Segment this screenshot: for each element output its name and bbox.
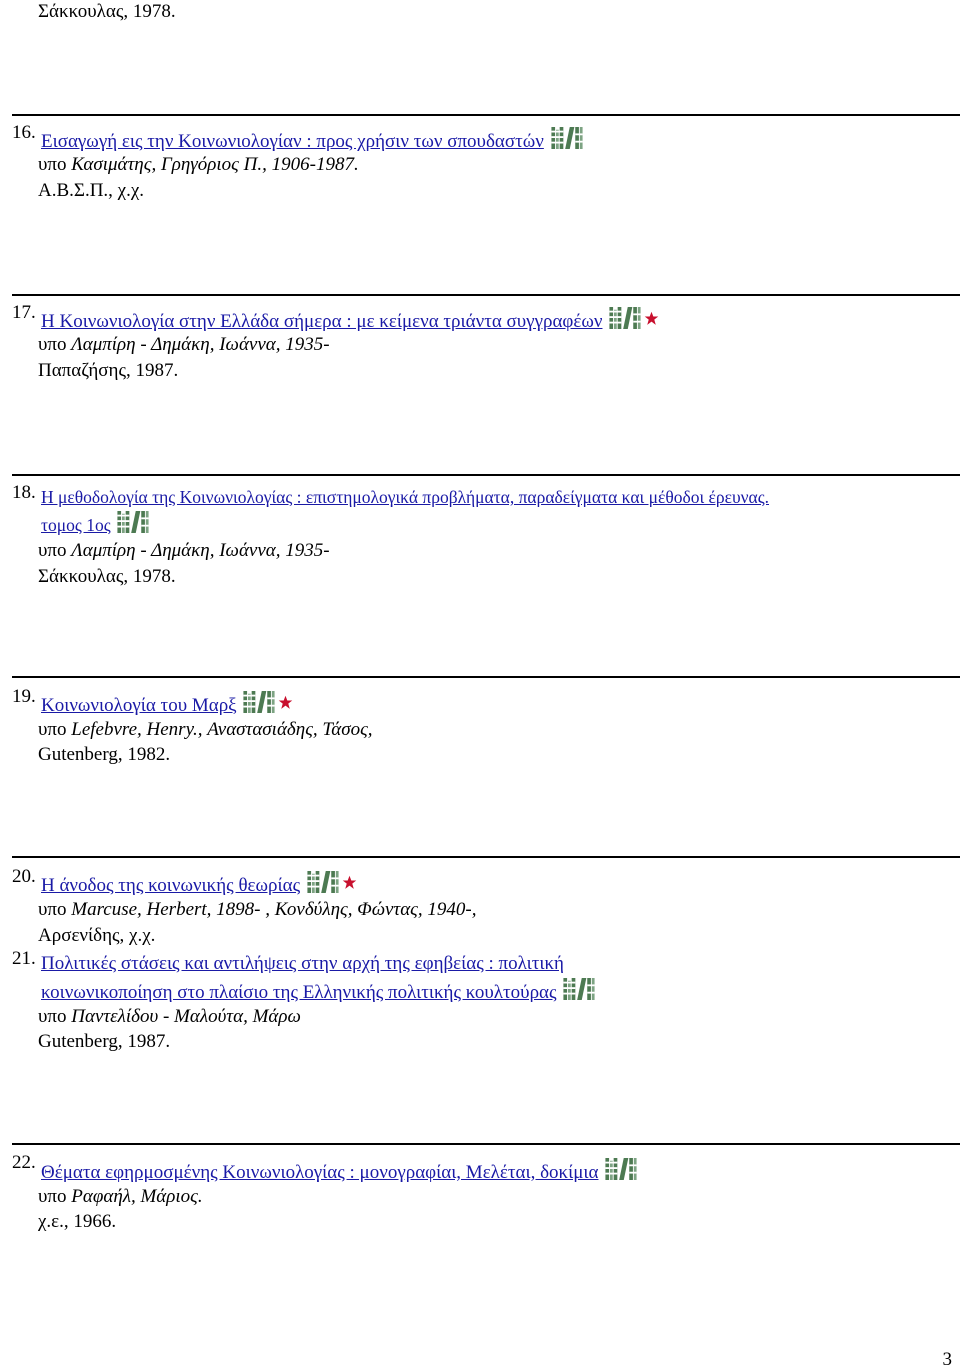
entry-title-link[interactable]: Πολιτικές στάσεις και αντιλήψεις στην αρχή της εφηβείας : πολιτική bbox=[41, 953, 564, 974]
star-icon bbox=[278, 695, 293, 710]
entry-publisher: Παπαζήσης, 1987. bbox=[38, 360, 179, 381]
entry-author: Παντελίδου - Μαλούτα, Μάρω bbox=[71, 1006, 301, 1027]
entry-author: Κασιμάτης, Γρηγόριος Π., 1906-1987. bbox=[71, 154, 359, 175]
entry-title-link[interactable]: Η άνοδος της κοινωνικής θεωρίας bbox=[41, 875, 301, 896]
entry-number: 17. bbox=[12, 302, 36, 323]
entry-author-line bbox=[38, 334, 330, 356]
entry-title-link[interactable]: κοινωνικοποίηση στο πλαίσιο της Ελληνικής πολιτικής κουλτούρας bbox=[41, 982, 557, 1003]
entry-author: Marcuse, Herbert, 1898- , Κονδύλης, Φώντας, 1940-, bbox=[71, 899, 477, 920]
by-label: υπο bbox=[38, 540, 67, 561]
book-stack-icon[interactable] bbox=[562, 978, 596, 1000]
entry-title-link[interactable]: Η Κοινωνιολογία στην Ελλάδα σήμερα : με κείμενα τριάντα συγγραφέων bbox=[41, 311, 603, 332]
entry-divider bbox=[12, 676, 960, 678]
by-label: υπο bbox=[38, 1186, 67, 1207]
entry-author-line bbox=[38, 899, 476, 921]
entry-author-line bbox=[38, 1186, 203, 1208]
entry-divider bbox=[12, 294, 960, 296]
entry-title-link[interactable]: Εισαγωγή εις την Κοινωνιολογίαν : προς χρήσιν των σπουδαστών bbox=[41, 131, 544, 152]
entry-divider bbox=[12, 114, 960, 116]
carryover-publisher: Σάκκουλας, 1978. bbox=[38, 1, 176, 22]
entry-publisher: χ.ε., 1966. bbox=[38, 1211, 117, 1232]
entry-author-line bbox=[38, 719, 373, 741]
entry-title-link[interactable]: Η μεθοδολογία της Κοινωνιολογίας : επιστημολογικά προβλήματα, παραδείγματα και μέθοδοι έρευνας. bbox=[41, 487, 770, 507]
book-stack-icon[interactable] bbox=[608, 307, 642, 329]
page-number: 3 bbox=[942, 1349, 952, 1370]
entry-author-line bbox=[38, 1006, 301, 1028]
entry-number: 16. bbox=[12, 122, 36, 143]
by-label: υπο bbox=[38, 719, 67, 740]
entry-author: Ραφαήλ, Μάριος. bbox=[71, 1186, 203, 1207]
entry-title[interactable] bbox=[41, 1158, 638, 1184]
entry-title[interactable] bbox=[41, 307, 659, 333]
book-stack-icon[interactable] bbox=[116, 511, 150, 533]
entry-title-link[interactable]: τομος 1ος bbox=[41, 515, 111, 535]
entry-title-line-1[interactable] bbox=[41, 953, 564, 975]
entry-author: Lefebvre, Henry., Αναστασιάδης, Τάσος, bbox=[71, 719, 373, 740]
entry-title[interactable] bbox=[41, 871, 357, 897]
entry-author-line bbox=[38, 540, 330, 562]
entry-number: 22. bbox=[12, 1152, 36, 1173]
book-stack-icon[interactable] bbox=[550, 127, 584, 149]
entry-author: Λαμπίρη - Δημάκη, Ιωάννα, 1935- bbox=[71, 334, 330, 355]
entry-title-line-1[interactable] bbox=[41, 486, 769, 508]
entry-number: 21. bbox=[12, 948, 36, 969]
entry-publisher: Σάκκουλας, 1978. bbox=[38, 566, 176, 587]
entry-title-link[interactable]: Κοινωνιολογία του Μαρξ bbox=[41, 695, 237, 716]
entry-divider bbox=[12, 474, 960, 476]
entry-publisher: Αρσενίδης, χ.χ. bbox=[38, 925, 156, 946]
book-stack-icon[interactable] bbox=[604, 1158, 638, 1180]
entry-publisher: Α.Β.Σ.Π., χ.χ. bbox=[38, 180, 145, 201]
entry-divider bbox=[12, 1143, 960, 1145]
book-stack-icon[interactable] bbox=[242, 691, 276, 713]
by-label: υπο bbox=[38, 1006, 67, 1027]
entry-author: Λαμπίρη - Δημάκη, Ιωάννα, 1935- bbox=[71, 540, 330, 561]
entry-title[interactable] bbox=[41, 127, 584, 153]
entry-number: 19. bbox=[12, 686, 36, 707]
by-label: υπο bbox=[38, 154, 67, 175]
entry-title-line-2[interactable] bbox=[41, 511, 150, 536]
by-label: υπο bbox=[38, 899, 67, 920]
entry-publisher: Gutenberg, 1987. bbox=[38, 1031, 171, 1052]
entry-number: 18. bbox=[12, 482, 36, 503]
book-stack-icon[interactable] bbox=[306, 871, 340, 893]
entry-number: 20. bbox=[12, 866, 36, 887]
by-label: υπο bbox=[38, 334, 67, 355]
entry-author-line bbox=[38, 154, 359, 176]
entry-title[interactable] bbox=[41, 691, 293, 717]
star-icon bbox=[342, 875, 357, 890]
entry-divider bbox=[12, 856, 960, 858]
star-icon bbox=[644, 311, 659, 326]
entry-title-line-2[interactable] bbox=[41, 978, 596, 1004]
entry-title-link[interactable]: Θέματα εφηρμοσμένης Κοινωνιολογίας : μονογραφίαι, Μελέται, δοκίμια bbox=[41, 1162, 599, 1183]
entry-publisher: Gutenberg, 1982. bbox=[38, 744, 171, 765]
